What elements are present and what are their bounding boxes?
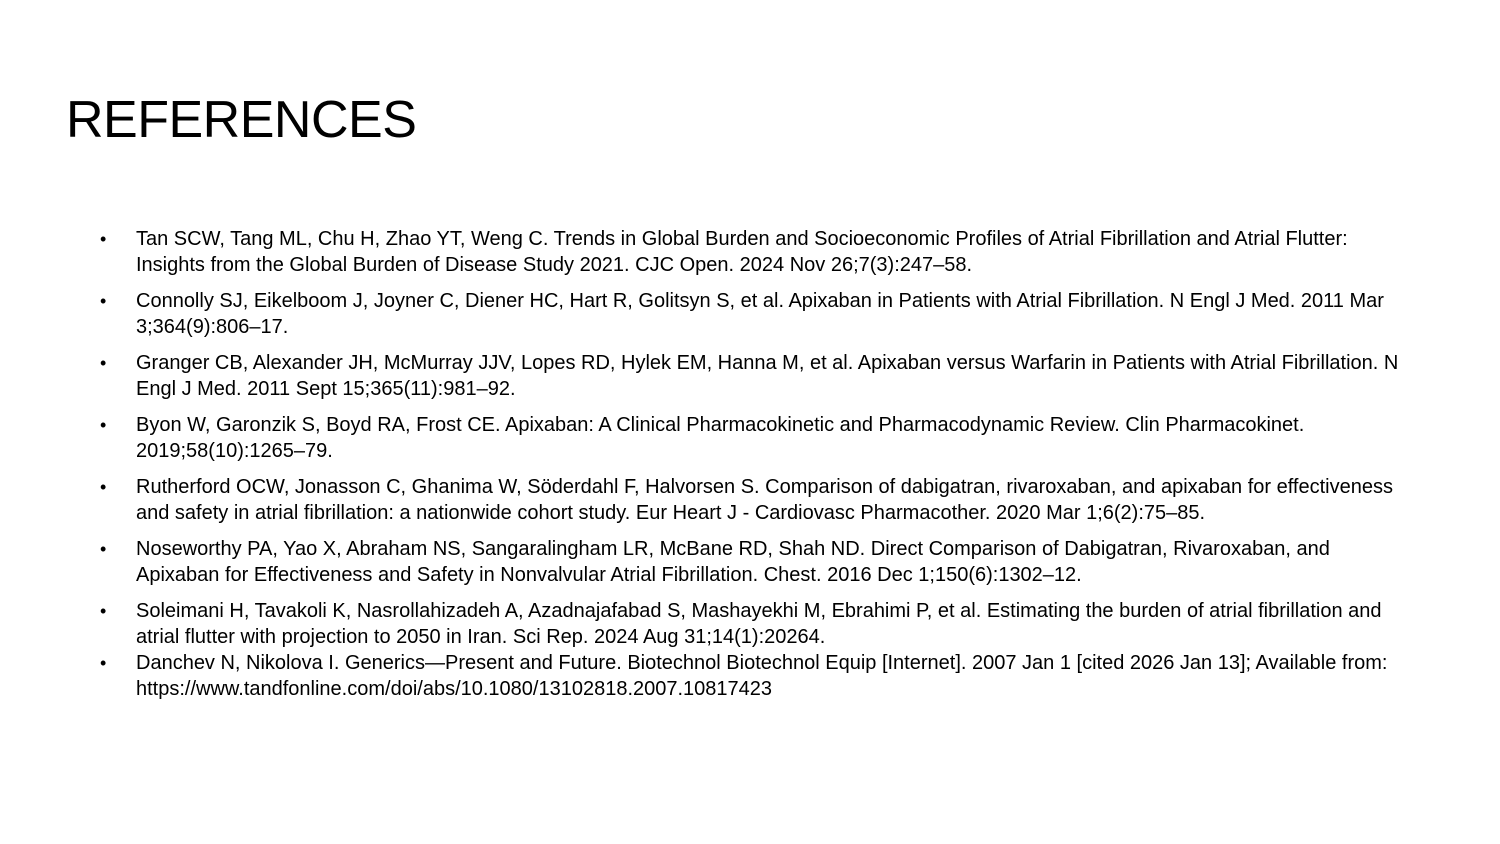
reference-text: Byon W, Garonzik S, Boyd RA, Frost CE. Apixaban: A Clinical Pharmacokinetic and Pharmacodynamic Review. Clin Pharmacokinet. 2019;58(10):1265–79. xyxy=(136,414,1305,462)
reference-list xyxy=(100,226,1400,702)
reference-item xyxy=(100,598,1400,650)
reference-text: Connolly SJ, Eikelboom J, Joyner C, Diener HC, Hart R, Golitsyn S, et al. Apixaban in Patients with Atrial Fibrillation. N Engl J Med. 2011 Mar 3;364(9):806–17. xyxy=(136,290,1384,338)
bullet-icon: • xyxy=(100,415,107,435)
bullet-icon: • xyxy=(100,291,107,311)
reference-item xyxy=(100,226,1400,278)
reference-text: Rutherford OCW, Jonasson C, Ghanima W, Söderdahl F, Halvorsen S. Comparison of dabigatran, rivaroxaban, and apixaban for effectiveness and safety in atrial fibrillation: a nationwide cohort study. Eur Heart J - Cardiovasc Pharmacother. 2020 Mar 1;6(2):75–85. xyxy=(136,476,1393,524)
bullet-icon: • xyxy=(100,353,107,373)
bullet-icon: • xyxy=(100,601,107,621)
reference-item xyxy=(100,412,1400,464)
reference-text: Soleimani H, Tavakoli K, Nasrollahizadeh A, Azadnajafabad S, Mashayekhi M, Ebrahimi P, et al. Estimating the burden of atrial fibrillation and atrial flutter with projection to 2050 in Iran. Sci Rep. 2024 Aug 31;14(1):20264. xyxy=(136,600,1382,648)
reference-item xyxy=(100,474,1400,526)
reference-text: Danchev N, Nikolova I. Generics—Present and Future. Biotechnol Biotechnol Equip [Internet]. 2007 Jan 1 [cited 2026 Jan 13]; Available from: https://www.tandfonline.com/doi/abs/10.1080/13102818.2007.10817423 xyxy=(136,652,1388,700)
slide-title: REFERENCES xyxy=(66,91,417,149)
bullet-icon: • xyxy=(100,653,107,673)
reference-text: Noseworthy PA, Yao X, Abraham NS, Sangaralingham LR, McBane RD, Shah ND. Direct Comparison of Dabigatran, Rivaroxaban, and Apixaban for Effectiveness and Safety in Nonvalvular Atrial Fibrillation. Chest. 2016 Dec 1;150(6):1302–12. xyxy=(136,538,1330,586)
reference-item xyxy=(100,536,1400,588)
reference-item xyxy=(100,650,1400,702)
reference-item xyxy=(100,288,1400,340)
bullet-icon: • xyxy=(100,539,107,559)
bullet-icon: • xyxy=(100,229,107,249)
reference-text: Granger CB, Alexander JH, McMurray JJV, Lopes RD, Hylek EM, Hanna M, et al. Apixaban versus Warfarin in Patients with Atrial Fibrillation. N Engl J Med. 2011 Sept 15;365(11):981–92. xyxy=(136,352,1399,400)
bullet-icon: • xyxy=(100,477,107,497)
reference-text: Tan SCW, Tang ML, Chu H, Zhao YT, Weng C. Trends in Global Burden and Socioeconomic Profiles of Atrial Fibrillation and Atrial Flutter: Insights from the Global Burden of Disease Study 2021. CJC Open. 2024 Nov 26;7(3):247–58. xyxy=(136,228,1348,276)
reference-item xyxy=(100,350,1400,402)
